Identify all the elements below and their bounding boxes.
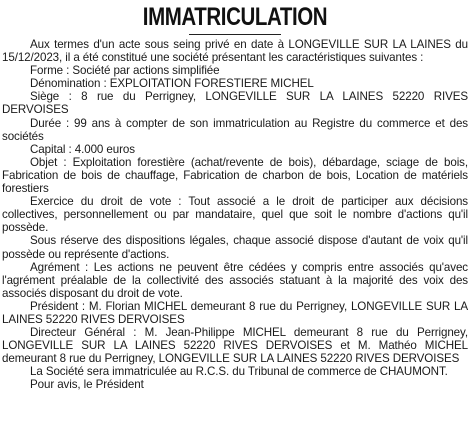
registration-paragraph: La Société sera immatriculée au R.C.S. du Tribunal de commerce de CHAUMONT. <box>30 365 448 379</box>
voting-rights-paragraph: Exercice du droit de vote : Tout associé a le droit de participer aux décisions collectives, personnellement ou par mandataire, quel que soit le nombre d'actions qu'il possède. <box>2 195 468 235</box>
denomination-line: Dénomination : EXPLOITATION FORESTIERE MICHEL <box>30 77 314 91</box>
title-underline <box>189 34 281 35</box>
notice-title: IMMATRICULATION <box>142 3 328 31</box>
signature-line: Pour avis, le Président <box>30 378 144 392</box>
approval-paragraph: Agrément : Les actions ne peuvent être cédées y compris entre associés qu'avec l'agrément préalable de la collectivité des associés statuant à la majorité des voix des associés disposant du droit de vote. <box>2 260 468 300</box>
registered-office-line: Siège : 8 rue du Perrigney, LONGEVILLE SUR LA LAINES 52220 RIVES DERVOISES <box>2 90 468 117</box>
general-director-paragraph: Directeur Général : M. Jean-Philippe MICHEL demeurant 8 rue du Perrigney, LONGEVILLE SUR LA LAINES 52220 RIVES DERVOISES et M. Mathéo MICHEL demeurant 8 rue du Perrigney, LONGEVILLE SUR LA LAINES 52220 RIVES DERVOISES <box>2 326 468 366</box>
form-line: Forme : Société par actions simplifiée <box>30 64 220 78</box>
president-paragraph: Président : M. Florian MICHEL demeurant 8 rue du Perrigney, LONGEVILLE SUR LA LAINES 52220 RIVES DERVOISES <box>2 299 468 326</box>
capital-line: Capital : 4.000 euros <box>30 142 135 156</box>
notice-body <box>2 38 468 392</box>
intro-paragraph: Aux termes d'un acte sous seing privé en date à LONGEVILLE SUR LA LAINES du 15/12/2023, il a été constitué une société présentant les caractéristiques suivantes : <box>2 38 468 65</box>
votes-per-share-paragraph: Sous réserve des dispositions légales, chaque associé dispose d'autant de voix qu'il possède ou représente d'actions. <box>2 234 468 261</box>
purpose-paragraph: Objet : Exploitation forestière (achat/revente de bois), débardage, sciage de bois, Fabrication de bois de chauffage, Fabrication de charbon de bois, Location de matériels forestiers <box>2 155 468 196</box>
duration-line: Durée : 99 ans à compter de son immatriculation au Registre du commerce et des sociétés <box>2 116 468 143</box>
